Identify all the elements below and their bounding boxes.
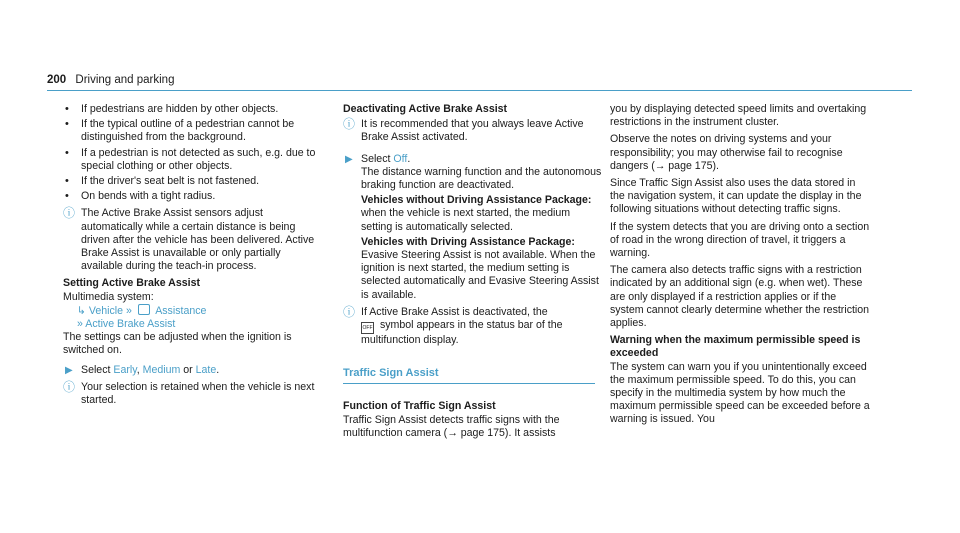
note-block: [63, 381, 325, 407]
info-icon: ⓘ: [63, 206, 76, 221]
menu-vehicle-link[interactable]: Vehicle: [88, 304, 124, 317]
note-text: If Active Brake Assist is deactivated, the: [361, 305, 548, 318]
step-item: [343, 153, 603, 302]
bullet-item: • If pedestrians are hidden by other objects.: [63, 103, 325, 116]
bullet-item: • On bends with a tight radius.: [63, 190, 325, 203]
car-icon: [138, 304, 150, 315]
adjust-text: The settings can be adjusted when the ignition is switched on.: [63, 331, 292, 357]
note-block: [343, 306, 603, 347]
chevron-right-icon: »: [77, 318, 83, 331]
note-block: [343, 118, 603, 144]
column-1: [63, 103, 325, 411]
header-rule: [47, 90, 912, 91]
page-header: [47, 74, 174, 86]
note-text: symbol appears in the status bar of the multifunction display.: [361, 319, 563, 347]
note-text: It is recommended that you always leave Active Brake Assist activated.: [361, 118, 584, 144]
note-block: [63, 207, 325, 273]
paragraph: If the system detects that you are driving onto a section of road in the wrong direction of travel, it triggers a warning.: [610, 220, 870, 260]
arrow-step-icon: ▶: [345, 153, 353, 165]
bullet-item: • If the typical outline of a pedestrian cannot be distinguished from the background.: [63, 118, 325, 144]
page-number: 200: [47, 74, 67, 86]
paragraph: you by displaying detected speed limits and overtaking restrictions in the instrument cluster.: [610, 103, 867, 129]
vehicles-without-package: [361, 194, 603, 234]
menu-assistance-link[interactable]: Assistance: [155, 304, 207, 317]
section-title: Traffic Sign Assist: [343, 367, 595, 384]
chevron-right-icon: »: [125, 304, 132, 317]
step-text: ,: [136, 363, 143, 376]
info-icon: ⓘ: [343, 117, 356, 132]
step-text: Select: [361, 152, 394, 165]
bold-label: Vehicles without Driving Assistance Package:: [361, 194, 592, 207]
body-text: when the vehicle is next started, the medium setting is automatically selected.: [361, 207, 571, 233]
note-text: Your selection is retained when the vehicle is next started.: [81, 380, 315, 407]
bullet-item: • If the driver's seat belt is not fastened.: [63, 175, 325, 188]
paragraph: The camera also detects traffic signs with a restriction indicated by an additional sign (e.g. when wet). These are only displayed if a restriction applies or if the system cannot clearly determine whether the restriction applies.: [610, 264, 870, 330]
column-2: [343, 103, 603, 440]
abs-off-icon: OFF: [361, 322, 374, 334]
setting-subtitle: Multimedia system:: [63, 290, 154, 303]
function-title: Function of Traffic Sign Assist: [343, 400, 496, 413]
step-text: Select: [81, 363, 114, 376]
step-item: [63, 364, 325, 377]
bullet-item: • If a pedestrian is not detected as such, e.g. due to special clothing or other objects.: [63, 147, 325, 173]
step-text: .: [407, 152, 411, 165]
option-early[interactable]: Early: [113, 363, 137, 376]
note-text: The Active Brake Assist sensors adjust automatically while a certain distance is being driven after the vehicle has been delivered. Active Brake Assist is unavailable or only partially available during the teach-in process.: [81, 207, 315, 273]
paragraph: Observe the notes on driving systems and your responsibility; you may otherwise fail to recognise dangers (→ page 175).: [610, 133, 843, 172]
info-icon: ⓘ: [343, 304, 356, 319]
option-late[interactable]: Late: [195, 363, 217, 376]
deactivating-title: Deactivating Active Brake Assist: [343, 103, 508, 115]
menu-path-2: [63, 318, 325, 331]
function-text: Traffic Sign Assist detects traffic signs with the multifunction camera (→ page 175). It assists: [343, 413, 560, 439]
warning-title: Warning when the maximum permissible speed is exceeded: [610, 334, 861, 360]
page-header-title: Driving and parking: [75, 74, 175, 86]
return-arrow-icon: ↳: [77, 304, 86, 317]
paragraph: Since Traffic Sign Assist also uses the data stored in the navigation system, it can update the display in the following situations without detecting traffic signs.: [610, 177, 862, 216]
step-text: .: [216, 363, 220, 376]
column-3: [610, 103, 872, 427]
body-text: Evasive Steering Assist is not available. When the ignition is next started, the medium setting is selected automatically and Evasive Steering Assist is available.: [361, 249, 599, 301]
bold-label: Vehicles with Driving Assistance Package:: [361, 235, 575, 248]
info-icon: ⓘ: [63, 379, 76, 394]
menu-active-brake-assist-link[interactable]: Active Brake Assist: [85, 318, 176, 331]
step-text: or: [180, 363, 196, 376]
arrow-step-icon: ▶: [65, 364, 73, 376]
setting-title: Setting Active Brake Assist: [63, 277, 200, 290]
menu-path-1: [63, 304, 325, 318]
paragraph: The system can warn you if you unintentionally exceed the maximum permissible speed. To do this, you can specify in the multimedia system by how much the maximum permissible speed can be exceeded before a warning is issued. You: [610, 360, 870, 426]
vehicles-with-package: [361, 236, 603, 302]
option-off[interactable]: Off: [393, 152, 408, 165]
option-medium[interactable]: Medium: [142, 363, 181, 376]
step-description: The distance warning function and the autonomous braking function are deactivated.: [361, 165, 602, 192]
